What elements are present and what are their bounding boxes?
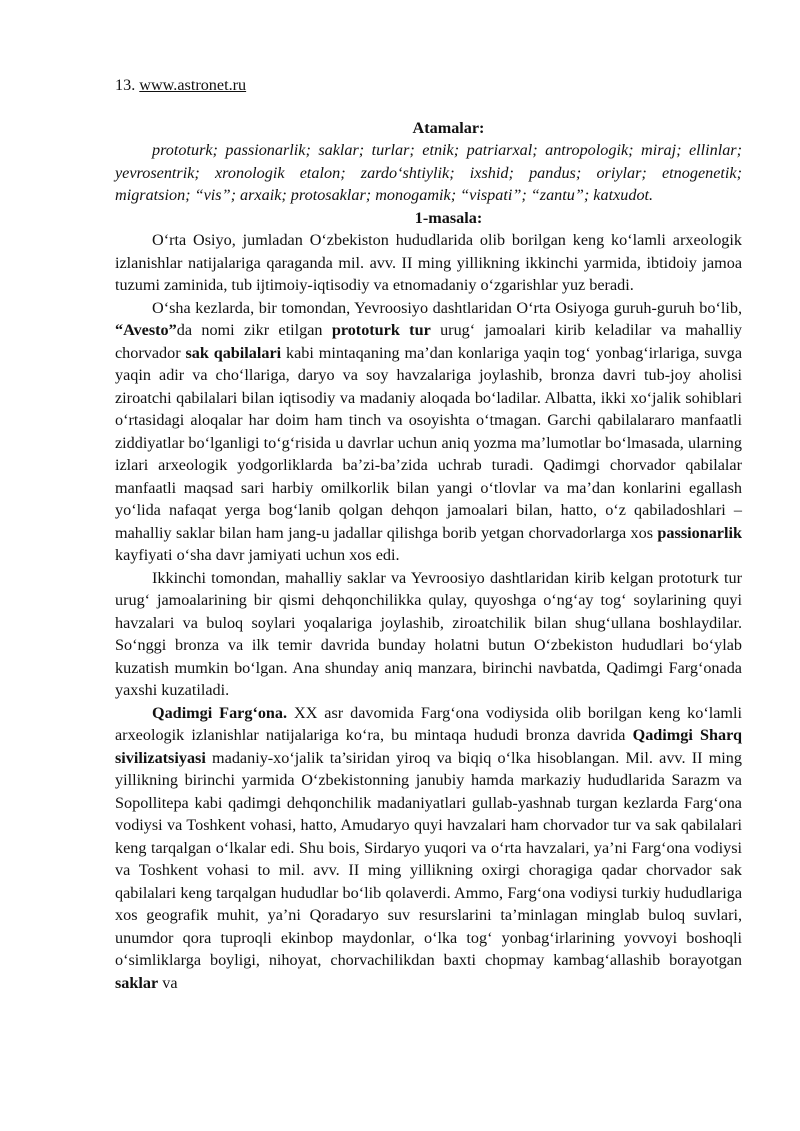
reference-number: 13. xyxy=(115,76,136,94)
term-qadimgi-sharq: Qadimgi Sharq sivilizatsiyasi xyxy=(115,726,742,767)
term-sak-qabilalari: sak qabilalari xyxy=(185,343,282,362)
paragraph-1: O‘rta Osiyo, jumladan O‘zbekiston hududlarida olib borilgan keng ko‘lamli arxeologik izlanishlar natijalariga qaraganda mil. avv. II ming yillikning ikkinchi yarmida, ibtidoiy jamoa tuzumi zaminida, tub ijtimoiy-iqtisodiy va etnomadaniy o‘zgarishlar yuz beradi. xyxy=(115,231,742,294)
paragraph-2: O‘sha kezlarda, bir tomondan, Yevroosiyo dashtlaridan O‘rta Osiyoga guruh-guruh bo‘lib, “Avesto”da nomi zikr etilgan prototurk tur urug‘ jamoalari kirib keladilar va mahalliy chorvador sak qabilalari kabi mintaqaning ma’dan konlariga yaqin tog‘ yonbag‘irlariga, suvga yaqin adir va cho‘llariga, daryo va soy havzalariga joylashib, bronza davri tub-joy aholisi ziroatchi qabilalari bilan iqtisodiy va madaniy aloqada bo‘ladilar. Albatta, ikki xo‘jalik sohiblari o‘rtasidagi aloqalar har doim ham tinch va osoyishta o‘tmagan. Garchi qabilalararo manfaatli ziddiyatlar bo‘lganligi to‘g‘risida u davrlar uchun aniq yozma ma’lumotlar bo‘lmasada, ularning izlari arxeologik yodgorliklarda ba’zi-ba’zida uchrab turadi. Qadimgi chorvador qabilalar manfaatli maqsad sari harbiy omilkorlik bilan yangi o‘tlovlar va ma’dan konlarini egallash yo‘lida nafaqat yerga bog‘lanib qolgan dehqon jamoalari bilan, hatto, o‘z qabiladoshlari – mahalliy saklar bilan ham jang-u jadallar qilishga borib yetgan chorvadorlarga xos passionarlik kayfiyati o‘sha davr jamiyati uchun xos edi. xyxy=(115,298,743,564)
term-saklar: saklar xyxy=(115,973,159,992)
document-page xyxy=(115,74,742,994)
terms-list: prototurk; passionarlik; saklar; turlar; etnik; patriarxal; antropologik; miraj; ellinlar; yevrosentrik; xronologik etalon; zardo‘shtiylik; ixshid; pandus; oriylar; etnogenetik; migratsion; “vis”; arxaik; protosaklar; monogamik; “vispati”; “zantu”; katxudot. xyxy=(115,141,742,204)
term-passionarlik: passionarlik xyxy=(657,523,742,542)
terms-heading: Atamalar: xyxy=(412,118,485,137)
paragraph-4: Qadimgi Farg‘ona. XX asr davomida Farg‘ona vodiysida olib borilgan keng ko‘lamli arxeologik izlanishlar natijalariga ko‘ra, bu mintaqa hududi bronza davrida Qadimgi Sharq sivilizatsiyasi madaniy-xo‘jalik ta’siridan yiroq va biqiq o‘lka hisoblangan. Mil. avv. II ming yillikning birinchi yarmida O‘zbekistonning janubiy hamda markaziy hududlarida Sarazm va Sopollitepa kabi qadimgi dehqonchilik madaniyatlari gullab-yashnab turgan kezlarda Farg‘ona vodiysi va Toshkent vohasi, hatto, Amudaryo quyi havzalari ham chorvador tur va sak qabilalari keng tarqalgan o‘lkalar edi. Shu bois, Sirdaryo yuqori va o‘rta havzalari, ya’ni Farg‘ona vodiysi va Toshkent vohasi to mil. avv. II ming yillikning oxirgi choragiga qadar chorvador sak qabilalari keng tarqalgan hududlar bo‘lib qolaverdi. Ammo, Farg‘ona vodiysi turkiy hududlariga xos geografik muhit, ya’ni Qoradaryo suv resurslarini ta’minlagan minglab buloq suvlari, unumdor qora tuproqli ekinbop maydonlar, o‘lka tog‘ yonbag‘irlarining yovvoyi boshoqli o‘simliklarga boyligi, nihoyat, chorvachilikdan baxti chopmay kambag‘allashib borayotgan saklar va xyxy=(115,703,742,992)
section-title-qadimgi-fargona: Qadimgi Farg‘ona. xyxy=(152,703,288,722)
task-heading: 1-masala: xyxy=(414,208,483,227)
term-avesto: “Avesto” xyxy=(115,321,177,339)
reference-line xyxy=(115,74,742,97)
paragraph-3: Ikkinchi tomondan, mahalliy saklar va Yevroosiyo dashtlaridan kirib kelgan prototurk tur urug‘ jamoalarining bir qismi dehqonchilikka qulay, quyoshga o‘ng‘ay tog‘ soylarining quyi havzalari va buloq soylari yoqalariga joylashib, ziroatchilik bilan shug‘ullana boshlaydilar. So‘nggi bronza va ilk temir davrida bunday holatni butun O‘zbekiston hududlari bo‘ylab kuzatish mumkin bo‘lgan. Ana shunday aniq manzara, birinchi navbatda, Qadimgi Farg‘onada yaxshi kuzatiladi. xyxy=(115,568,742,699)
reference-link[interactable]: www.astronet.ru xyxy=(139,76,247,94)
term-prototurk-tur: prototurk tur xyxy=(331,321,431,339)
